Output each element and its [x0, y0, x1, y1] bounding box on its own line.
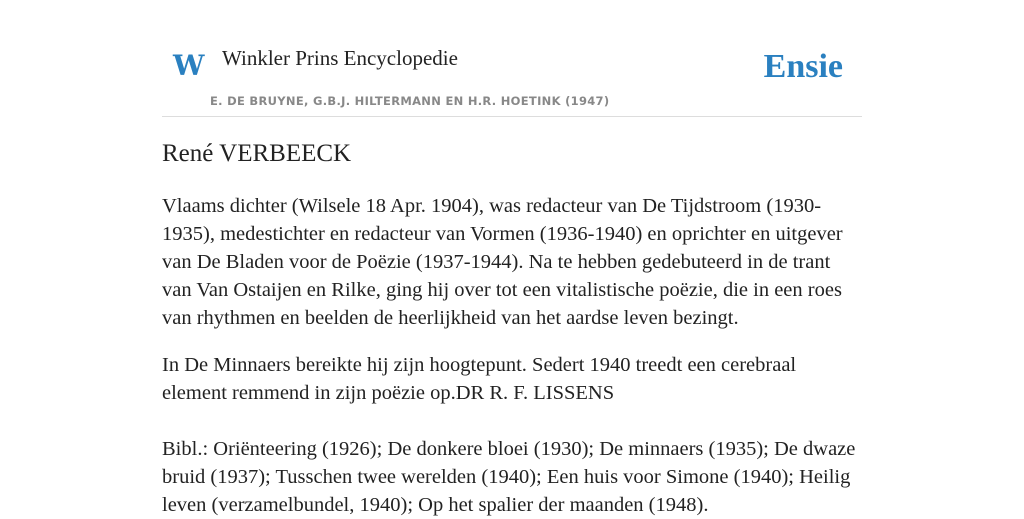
ensie-brand-logo[interactable]: Ensie	[763, 48, 843, 85]
article-title: René VERBEECK	[162, 140, 352, 167]
article-page	[162, 0, 862, 516]
article-bibliography: Bibl.: Oriënteering (1926); De donkere bloei (1930); De minnaers (1935); De dwaze bruid (1937); Tusschen twee werelden (1940); Een huis voor Simone (1940); Heilig leven (verzamelbundel, 1940); Op het spalier der maanden (1948).	[162, 438, 856, 516]
winkler-prins-logo[interactable]: W	[173, 49, 205, 82]
article-paragraph-1: Vlaams dichter (Wilsele 18 Apr. 1904), was redacteur van De Tijdstroom (1930-1935), medestichter en redacteur van Vormen (1936-1940) en oprichter en uitgever van De Bladen voor de Poëzie (1937-1944). Na te hebben gedebuteerd in de trant van Van Ostaijen en Rilke, ging hij over tot een vitalistische poëzie, die in een roes van rhythmen en beelden de heerlijkheid van het aardse leven bezingt.	[162, 195, 843, 329]
site-subtitle: E. DE BRUYNE, G.B.J. HILTERMANN EN H.R. HOETINK (1947)	[210, 94, 610, 108]
site-header	[162, 0, 862, 117]
site-title[interactable]: Winkler Prins Encyclopedie	[222, 46, 458, 70]
article-paragraph-2: In De Minnaers bereikte hij zijn hoogtepunt. Sedert 1940 treedt een cerebraal element remmend in zijn poëzie op.DR R. F. LISSENS	[162, 354, 797, 404]
